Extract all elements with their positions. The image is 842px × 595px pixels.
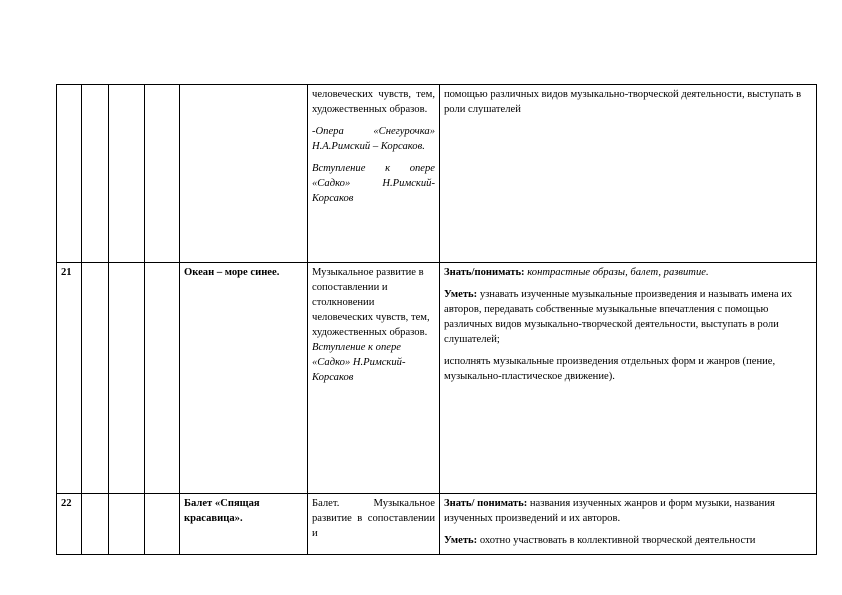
- empty-cell: [82, 494, 109, 555]
- results-text: помощью различных видов музыкально-творческой деятельности, выступать в роли слушателей: [444, 89, 802, 115]
- empty-cell: [109, 85, 145, 263]
- table-row: [57, 494, 817, 555]
- know-understand: Знать/понимать: контрастные образы, балет, развитие.: [444, 267, 709, 278]
- empty-cell: [109, 494, 145, 555]
- table-row: [57, 85, 817, 263]
- empty-cell: [109, 263, 145, 494]
- extra-skills: исполнять музыкальные произведения отдельных форм и жанров (пение, музыкально-пластическое движение).: [444, 356, 776, 382]
- content-cell: [308, 263, 440, 494]
- content-text: Балет. Музыкальное развитие в сопоставлении и: [312, 498, 435, 539]
- topic-cell: Балет «Спящая красавица».: [180, 494, 308, 555]
- empty-cell: [145, 85, 180, 263]
- empty-cell: [82, 263, 109, 494]
- empty-cell: [145, 494, 180, 555]
- lesson-number-cell: 22: [57, 494, 82, 555]
- content-text: человеческих чувств, тем, художественных образов.: [312, 89, 435, 115]
- content-italic-text: -Опера «Снегурочка» Н.А.Римский – Корсаков.: [312, 126, 435, 152]
- empty-cell: [82, 85, 109, 263]
- content-cell: [308, 494, 440, 555]
- topic-cell: [180, 85, 308, 263]
- results-cell: [440, 263, 817, 494]
- empty-cell: [145, 263, 180, 494]
- content-cell: [308, 85, 440, 263]
- skills: Уметь: узнавать изученные музыкальные произведения и называть имена их авторов, передавать собственные музыкальные впечатления с помощью различных видов музыкально-творческой деятельности, выступать в роли слушателей;: [444, 289, 793, 345]
- results-cell: [440, 494, 817, 555]
- topic-cell: Океан – море синее.: [180, 263, 308, 494]
- lesson-number-cell: [57, 85, 82, 263]
- content-italic-text: Вступление к опере «Садко» Н.Римский-Корсаков: [312, 163, 435, 204]
- skills: Уметь: охотно участвовать в коллективной творческой деятельности: [444, 535, 756, 546]
- content-text: Музыкальное развитие в сопоставлении и столкновении человеческих чувств, тем, художественных образов. Вступление к опере «Садко» Н.Римский-Корсаков: [312, 267, 430, 383]
- lesson-number-cell: 21: [57, 263, 82, 494]
- results-cell: [440, 85, 817, 263]
- lesson-plan-table: [56, 84, 817, 555]
- table-row: [57, 263, 817, 494]
- know-understand: Знать/ понимать: названия изученных жанров и форм музыки, названия изученных произведений и их авторов.: [444, 498, 775, 524]
